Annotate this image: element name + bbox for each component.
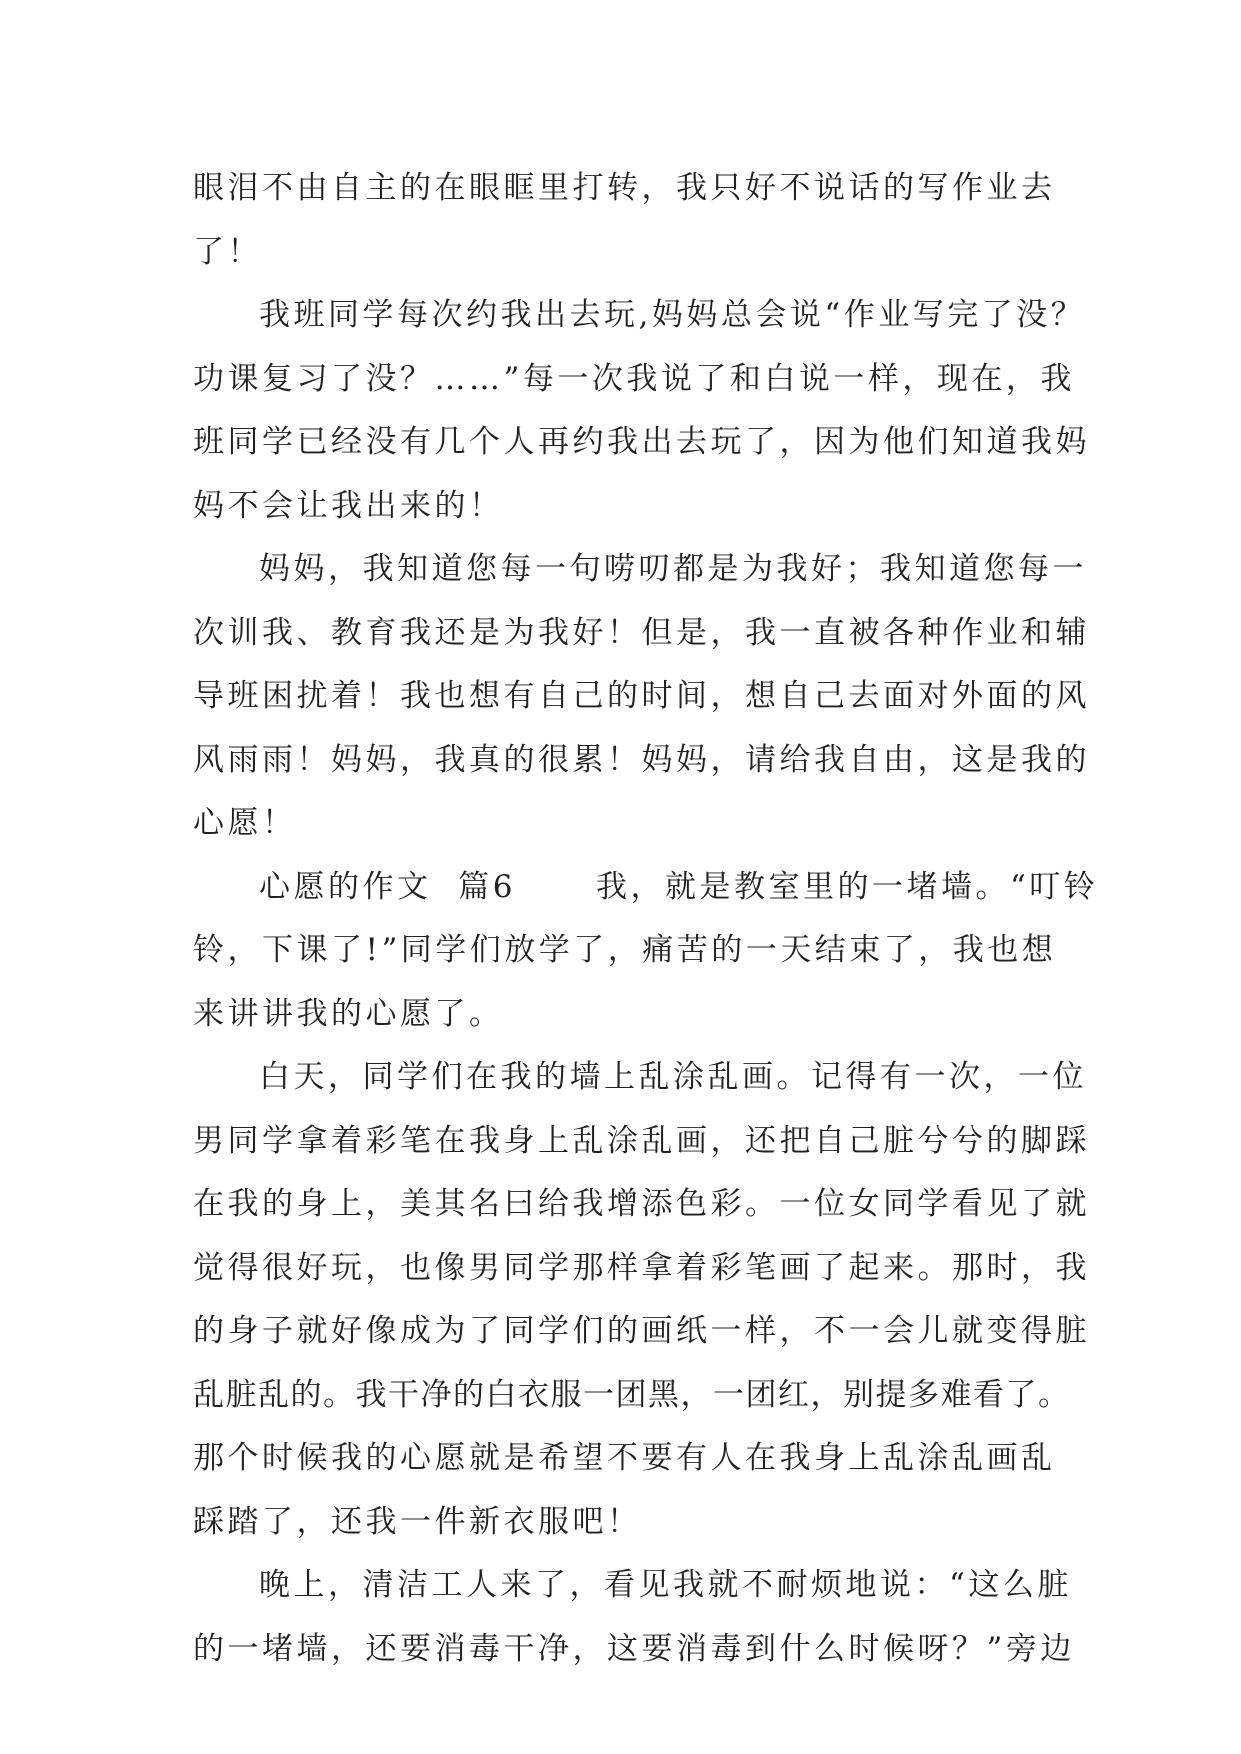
text-line: 次训我、教育我还是为我好！但是，我一直被各种作业和辅 — [193, 614, 1090, 651]
text-line: 心愿的作文 篇6 我，就是教室里的一堵墙。“叮铃 — [259, 868, 1099, 905]
paragraph-5 — [193, 1046, 1090, 1554]
text-line: 白天，同学们在我的墙上乱涂乱画。记得有一次，一位 — [259, 1059, 1087, 1095]
text-line: 妈妈，我知道您每一句唠叨都是为我好；我知道您每一 — [259, 551, 1087, 587]
paragraph-4 — [193, 856, 1099, 1047]
text-line: 晚上，清洁工人来了，看见我就不耐烦地说：“这么脏 — [259, 1567, 1072, 1603]
text-line: 妈不会让我出来的！ — [193, 487, 504, 524]
text-line: 来讲讲我的心愿了。 — [193, 995, 504, 1032]
text-line: 导班困扰着！我也想有自己的时间，想自己去面对外面的风 — [193, 678, 1090, 714]
text-line: 乱脏乱的。我干净的白衣服一团黑，一团红，别提多难看了。 — [193, 1376, 1071, 1413]
text-line: 男同学拿着彩笔在我身上乱涂乱画，还把自己脏兮兮的脚踩 — [193, 1122, 1090, 1159]
text-line: 了！ — [193, 233, 262, 270]
text-line: 踩踏了，还我一件新衣服吧！ — [193, 1503, 642, 1540]
text-line: 那个时候我的心愿就是希望不要有人在我身上乱涂乱画乱 — [193, 1440, 1056, 1476]
paragraph-3 — [193, 538, 1090, 856]
paragraph-6 — [193, 1554, 1075, 1681]
text-line: 的身子就好像成为了同学们的画纸一样，不一会儿就变得脏 — [193, 1313, 1090, 1349]
text-line: 眼泪不由自主的在眼眶里打转，我只好不说话的写作业去 — [193, 170, 1056, 206]
paragraph-2 — [193, 284, 1090, 538]
text-line: 功课复习了没？……”每一次我说了和白说一样，现在，我 — [193, 360, 1075, 397]
text-line: 铃，下课了!”同学们放学了，痛苦的一天结束了，我也想 — [193, 932, 1057, 968]
text-line: 我班同学每次约我出去玩,妈妈总会说“作业写完了没？ — [259, 297, 1086, 333]
text-line: 心愿！ — [193, 805, 297, 841]
text-line: 班同学已经没有几个人再约我出去玩了，因为他们知道我妈 — [193, 424, 1090, 460]
text-line: 在我的身上，美其名曰给我增添色彩。一位女同学看见了就 — [193, 1186, 1090, 1222]
text-line: 的一堵墙，还要消毒干净，这要消毒到什么时候呀？”旁边 — [193, 1630, 1075, 1667]
paragraph-1 — [193, 157, 1056, 284]
text-line: 风雨雨！妈妈，我真的很累！妈妈，请给我自由，这是我的 — [193, 741, 1090, 778]
document-body — [193, 157, 1099, 1681]
text-line: 觉得很好玩，也像男同学那样拿着彩笔画了起来。那时，我 — [193, 1249, 1090, 1286]
